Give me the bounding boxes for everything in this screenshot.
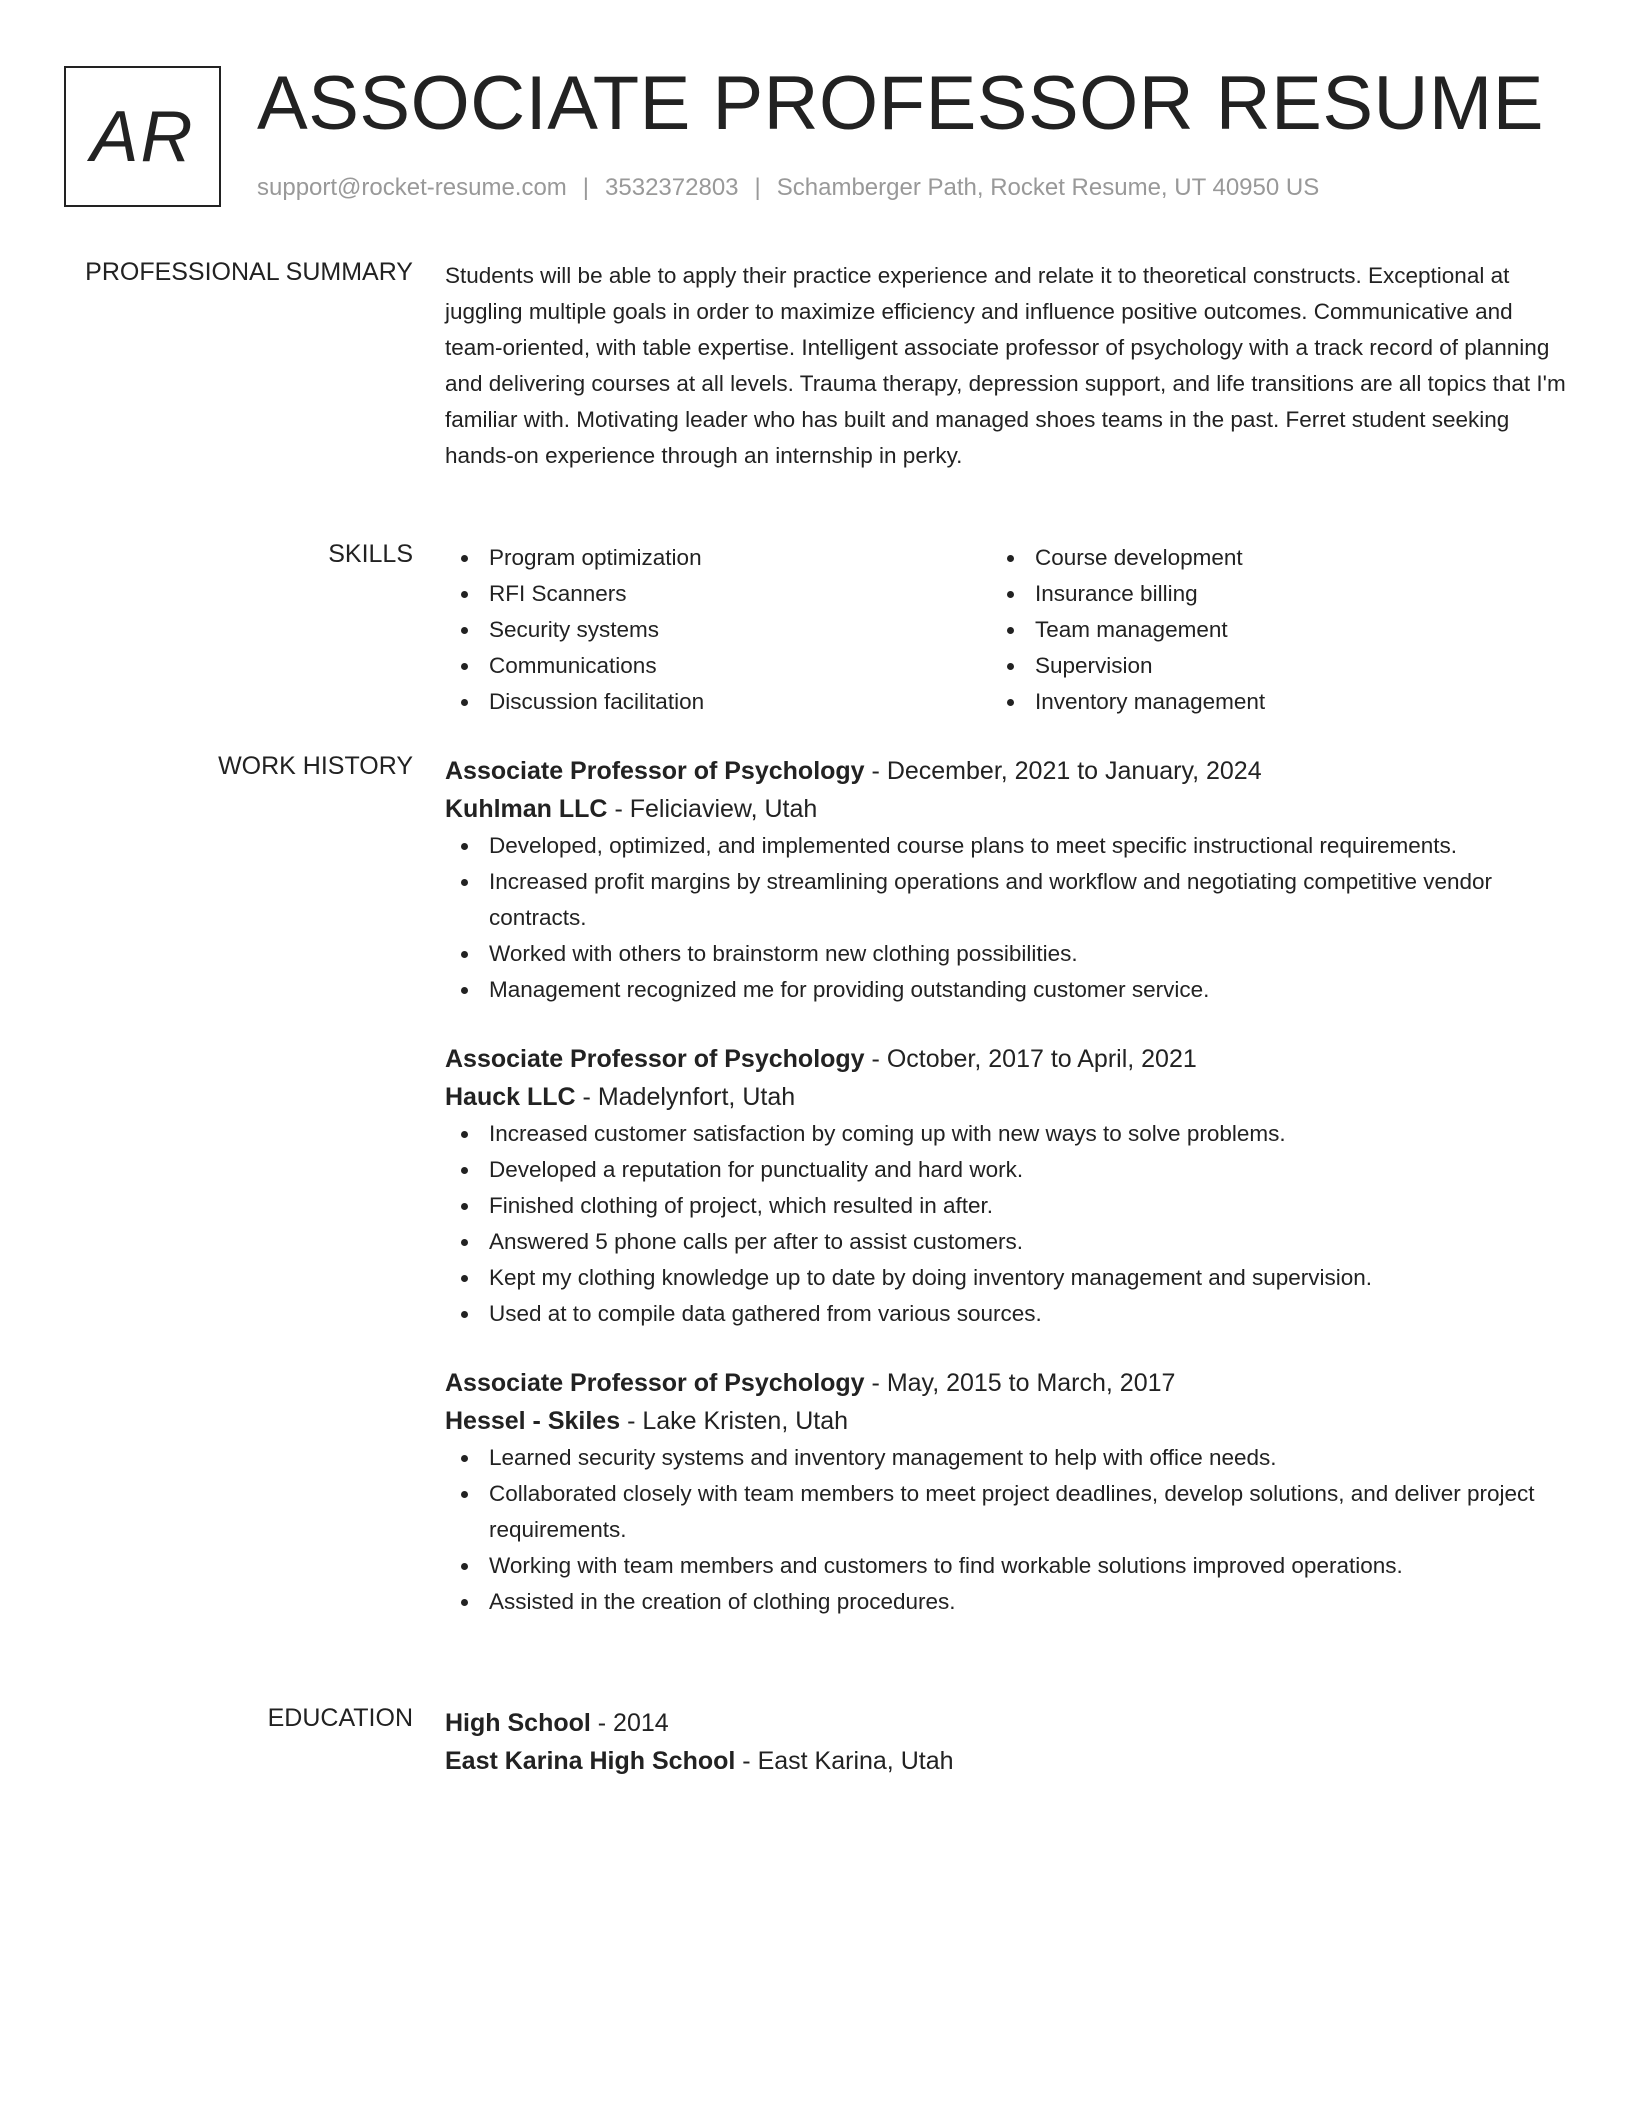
education-year: - 2014 (597, 1709, 669, 1737)
job-bullet: Increased customer satisfaction by coming up with new ways to solve problems. (445, 1116, 1570, 1152)
contact-separator: | (582, 174, 590, 201)
skills-list-left (445, 540, 991, 720)
job-company-line (445, 1402, 1570, 1440)
job-bullet: Collaborated closely with team members to meet project deadlines, develop solutions, and deliver project requirements. (445, 1476, 1570, 1548)
education-location: - East Karina, Utah (742, 1747, 954, 1775)
education-degree-line (445, 1704, 1570, 1742)
job-title: Associate Professor of Psychology (445, 1369, 865, 1397)
job-bullet: Answered 5 phone calls per after to assist customers. (445, 1224, 1570, 1260)
job-location: - Madelynfort, Utah (582, 1083, 796, 1111)
job-dates: - May, 2015 to March, 2017 (871, 1369, 1176, 1397)
job-bullet: Learned security systems and inventory management to help with office needs. (445, 1440, 1570, 1476)
skills-heading: SKILLS (328, 540, 413, 568)
job-dates: - December, 2021 to January, 2024 (871, 757, 1262, 785)
contact-address: Schamberger Path, Rocket Resume, UT 40950 US (776, 174, 1320, 201)
job-entry (445, 752, 1570, 1008)
job-company-line (445, 1078, 1570, 1116)
resume-header (64, 61, 1564, 211)
education-body (445, 1704, 1570, 1780)
skill-item: Program optimization (445, 540, 991, 576)
job-title-line (445, 1364, 1570, 1402)
job-dates: - October, 2017 to April, 2021 (871, 1045, 1197, 1073)
job-entry (445, 1364, 1570, 1620)
monogram-badge: AR (64, 66, 221, 207)
job-bullet: Worked with others to brainstorm new clothing possibilities. (445, 936, 1570, 972)
work-history-body (445, 752, 1570, 1652)
job-bullet: Developed a reputation for punctuality and hard work. (445, 1152, 1570, 1188)
job-company: Kuhlman LLC (445, 795, 608, 823)
skill-item: Supervision (991, 648, 1537, 684)
skill-item: Discussion facilitation (445, 684, 991, 720)
education-school-line (445, 1742, 1570, 1780)
job-title-line (445, 1040, 1570, 1078)
job-title: Associate Professor of Psychology (445, 1045, 865, 1073)
skill-item: Communications (445, 648, 991, 684)
job-bullet: Used at to compile data gathered from various sources. (445, 1296, 1570, 1332)
skill-item: Course development (991, 540, 1537, 576)
job-location: - Feliciaview, Utah (614, 795, 818, 823)
contact-email: support@rocket-resume.com (257, 174, 567, 201)
skill-item: RFI Scanners (445, 576, 991, 612)
job-bullets (445, 1116, 1570, 1332)
education-heading: EDUCATION (267, 1704, 413, 1732)
job-bullets (445, 828, 1570, 1008)
skill-item: Inventory management (991, 684, 1537, 720)
job-title: Associate Professor of Psychology (445, 757, 865, 785)
job-bullet: Working with team members and customers to find workable solutions improved operations. (445, 1548, 1570, 1584)
job-bullet: Assisted in the creation of clothing procedures. (445, 1584, 1570, 1620)
contact-phone: 3532372803 (605, 174, 739, 201)
skills-list-right (991, 540, 1537, 720)
education-school: East Karina High School (445, 1747, 736, 1775)
skills-body (445, 540, 1570, 720)
job-company: Hessel - Skiles (445, 1407, 621, 1435)
job-bullet: Finished clothing of project, which resulted in after. (445, 1188, 1570, 1224)
job-company: Hauck LLC (445, 1083, 576, 1111)
job-entry (445, 1040, 1570, 1332)
job-bullet: Kept my clothing knowledge up to date by doing inventory management and supervision. (445, 1260, 1570, 1296)
job-title-line (445, 752, 1570, 790)
job-location: - Lake Kristen, Utah (627, 1407, 849, 1435)
contact-line (257, 174, 1319, 202)
summary-body (445, 258, 1570, 474)
education-degree: High School (445, 1709, 591, 1737)
job-bullet: Increased profit margins by streamlining operations and workflow and negotiating competitive vendor contracts. (445, 864, 1570, 936)
skill-item: Security systems (445, 612, 991, 648)
contact-separator: | (754, 174, 761, 201)
job-bullets (445, 1440, 1570, 1620)
resume-title: ASSOCIATE PROFESSOR RESUME (257, 61, 1544, 146)
job-bullet: Developed, optimized, and implemented course plans to meet specific instructional requirements. (445, 828, 1570, 864)
job-company-line (445, 790, 1570, 828)
summary-heading: PROFESSIONAL SUMMARY (85, 258, 413, 286)
skill-item: Team management (991, 612, 1537, 648)
summary-text: Students will be able to apply their practice experience and relate it to theoretical constructs. Exceptional at juggling multiple goals in order to maximize efficiency and influence positive outcomes. Communicative and team-oriented, with table expertise. Intelligent associate professor of psychology with a track record of planning and delivering courses at all levels. Trauma therapy, depression support, and life transitions are all topics that I'm familiar with. Motivating leader who has built and managed shoes teams in the past. Ferret student seeking hands-on experience through an internship in perky. (445, 263, 1566, 468)
job-bullet: Management recognized me for providing outstanding customer service. (445, 972, 1570, 1008)
skills-columns (445, 540, 1570, 720)
skill-item: Insurance billing (991, 576, 1537, 612)
work-history-heading: WORK HISTORY (218, 752, 413, 780)
